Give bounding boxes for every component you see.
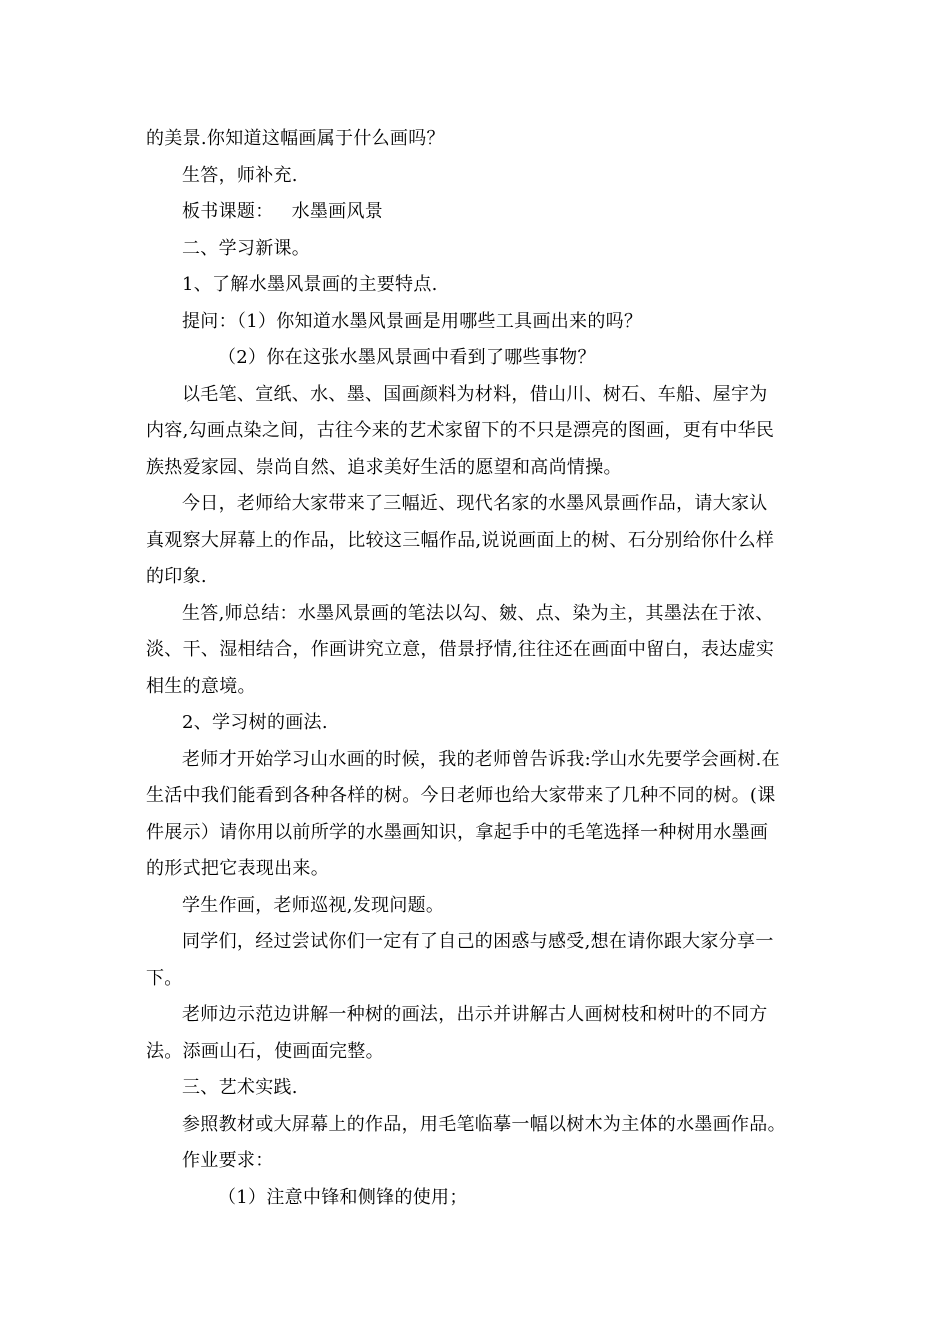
section-heading: 二、学习新课。 [182,238,311,259]
text-line: 族热爱家园、崇尚自然、追求美好生活的愿望和高尚情操。 [146,457,622,478]
subsection-heading: 1、了解水墨风景画的主要特点. [182,274,438,295]
text-line: （1）注意中锋和侧锋的使用； [218,1187,468,1208]
text-line: 学生作画，老师巡视,发现问题。 [182,895,445,916]
text-line: 同学们，经过尝试你们一定有了自己的困惑与感受,想在请你跟大家分享一 [182,931,774,952]
text-line: 的印象. [146,566,207,587]
text-line: 真观察大屏幕上的作品，比较这三幅作品,说说画面上的树、石分别给你什么样 [146,530,775,551]
text-line: 的美景.你知道这幅画属于什么画吗？ [146,128,445,149]
text-line: 参照教材或大屏幕上的作品，用毛笔临摹一幅以树木为主体的水墨画作品。 [182,1114,786,1135]
text-line: 作业要求： [182,1150,274,1171]
text-line: 的形式把它表现出来。 [146,858,329,879]
text-line: 老师边示范边讲解一种树的画法，出示并讲解古人画树枝和树叶的不同方 [182,1004,768,1025]
text-line: 件展示）请你用以前所学的水墨画知识，拿起手中的毛笔选择一种树用水墨画 [146,822,769,843]
text-line: 板书课题： 水墨画风景 [182,201,384,222]
subsection-heading: 2、学习树的画法. [182,712,328,733]
text-line: 今日，老师给大家带来了三幅近、现代名家的水墨风景画作品，请大家认 [182,493,768,514]
text-line: 法。添画山石，使画面完整。 [146,1041,384,1062]
text-line: 生活中我们能看到各种各样的树。今日老师也给大家带来了几种不同的树。(课 [146,785,776,806]
text-line: 淡、干、湿相结合，作画讲究立意，借景抒情,往往还在画面中留白，表达虚实 [146,639,775,660]
section-heading: 三、艺术实践. [182,1077,298,1098]
text-line: 生答,师总结：水墨风景画的笔法以勾、皴、点、染为主，其墨法在于浓、 [182,603,774,624]
text-line: 内容,勾画点染之间，古往今来的艺术家留下的不只是漂亮的图画，更有中华民 [146,420,775,441]
text-line: （2）你在这张水墨风景画中看到了哪些事物？ [218,347,596,368]
text-line: 下。 [146,968,183,989]
text-line: 提问：（1）你知道水墨风景画是用哪些工具画出来的吗？ [182,311,643,332]
text-line: 老师才开始学习山水画的时候，我的老师曾告诉我:学山水先要学会画树.在 [182,749,780,770]
text-line: 生答，师补充. [182,165,298,186]
text-line: 相生的意境。 [146,676,256,697]
text-line: 以毛笔、宣纸、水、墨、国画颜料为材料，借山川、树石、车船、屋宇为 [182,384,768,405]
